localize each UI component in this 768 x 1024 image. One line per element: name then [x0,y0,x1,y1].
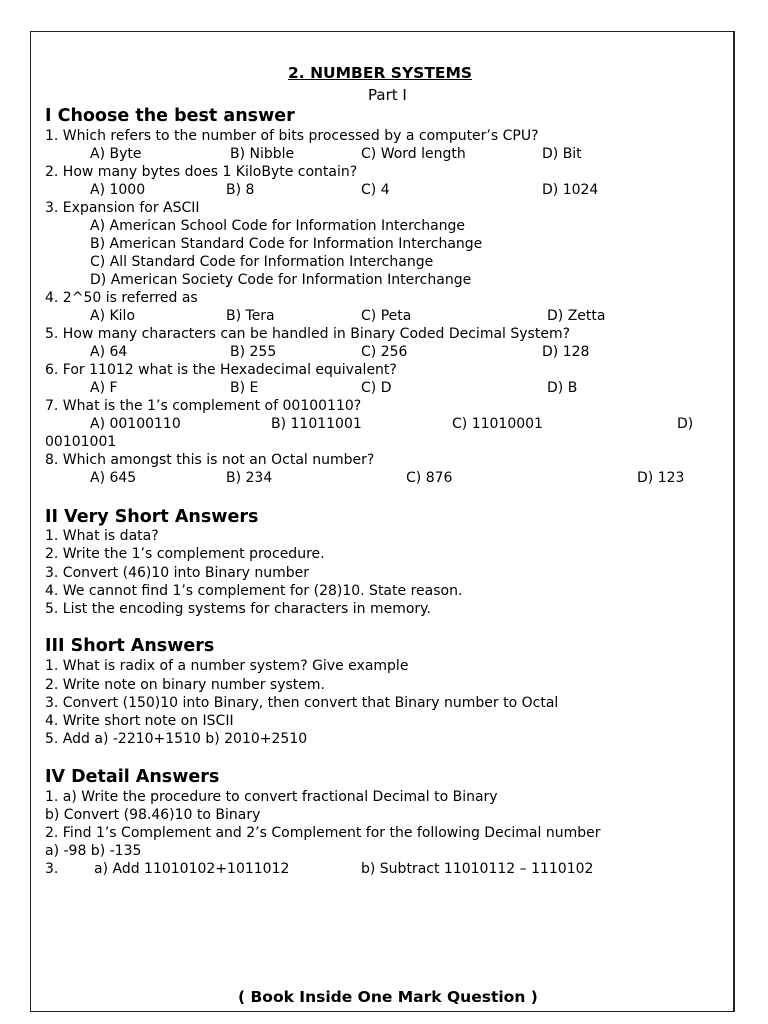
short-q3: 3. Convert (150)10 into Binary, then convert that Binary number to Octal [45,695,559,711]
short-q4: 4. Write short note on ISCII [45,713,234,729]
q5-option-b: B) 255 [230,344,277,360]
detail-line-3: 2. Find 1’s Complement and 2’s Complement for the following Decimal number [45,825,601,841]
section-heading-4: IV Detail Answers [45,767,220,787]
page-title: 2. NUMBER SYSTEMS [288,64,473,82]
very-short-q2: 2. Write the 1’s complement procedure. [45,546,325,562]
question-4: 4. 2^50 is referred as [45,290,198,306]
q8-option-a: A) 645 [90,470,137,486]
very-short-q1: 1. What is data? [45,528,159,544]
q2-option-a: A) 1000 [90,182,146,198]
detail-line-1: 1. a) Write the procedure to convert fractional Decimal to Binary [45,789,498,805]
detail-line-5-part-a: a) Add 11010102+1011012 [94,861,290,877]
q7-option-a: A) 00100110 [90,416,181,432]
question-3: 3. Expansion for ASCII [45,200,200,216]
q8-option-b: B) 234 [226,470,273,486]
q2-option-b: B) 8 [226,182,255,198]
q4-option-b: B) Tera [226,308,275,324]
q1-option-d: D) Bit [542,146,582,162]
short-q1: 1. What is radix of a number system? Give example [45,658,409,674]
q8-option-c: C) 876 [406,470,453,486]
q6-option-d: D) B [547,380,578,396]
q1-option-a: A) Byte [90,146,142,162]
q3-option-d: D) American Society Code for Information Interchange [90,272,472,288]
question-8: 8. Which amongst this is not an Octal number? [45,452,375,468]
q2-option-c: C) 4 [361,182,390,198]
q6-option-b: B) E [230,380,259,396]
q4-option-c: C) Peta [361,308,412,324]
short-q2: 2. Write note on binary number system. [45,677,325,693]
short-q5: 5. Add a) -2210+1510 b) 2010+2510 [45,731,308,747]
q1-option-b: B) Nibble [230,146,295,162]
q7-option-b: B) 11011001 [271,416,362,432]
question-6: 6. For 11012 what is the Hexadecimal equivalent? [45,362,397,378]
detail-line-2: b) Convert (98.46)10 to Binary [45,807,261,823]
section-heading-2: II Very Short Answers [45,507,259,527]
q5-option-c: C) 256 [361,344,408,360]
detail-line-5-part-b: b) Subtract 11010112 – 1110102 [361,861,594,877]
q8-option-d: D) 123 [637,470,685,486]
detail-line-5-number: 3. [45,861,59,877]
q4-option-a: A) Kilo [90,308,136,324]
section-heading-3: III Short Answers [45,636,215,656]
section-heading-1: I Choose the best answer [45,106,295,126]
q7-option-d: D) [677,416,694,432]
question-7: 7. What is the 1’s complement of 00100110? [45,398,362,414]
q6-option-a: A) F [90,380,118,396]
q3-option-c: C) All Standard Code for Information Interchange [90,254,434,270]
q4-option-d: D) Zetta [547,308,606,324]
q1-option-c: C) Word length [361,146,466,162]
part-label: Part I [368,86,407,104]
footer-note: ( Book Inside One Mark Question ) [238,988,538,1006]
very-short-q5: 5. List the encoding systems for characters in memory. [45,601,431,617]
q6-option-c: C) D [361,380,392,396]
question-2: 2. How many bytes does 1 KiloByte contain? [45,164,358,180]
very-short-q3: 3. Convert (46)10 into Binary number [45,565,309,581]
very-short-q4: 4. We cannot find 1’s complement for (28)10. State reason. [45,583,463,599]
question-1: 1. Which refers to the number of bits processed by a computer’s CPU? [45,128,539,144]
q5-option-a: A) 64 [90,344,128,360]
q5-option-d: D) 128 [542,344,590,360]
q3-option-a: A) American School Code for Information Interchange [90,218,466,234]
q2-option-d: D) 1024 [542,182,599,198]
question-5: 5. How many characters can be handled in Binary Coded Decimal System? [45,326,571,342]
q7-option-d-value: 00101001 [45,434,117,450]
q3-option-b: B) American Standard Code for Information Interchange [90,236,483,252]
q7-option-c: C) 11010001 [452,416,543,432]
detail-line-4: a) -98 b) -135 [45,843,142,859]
